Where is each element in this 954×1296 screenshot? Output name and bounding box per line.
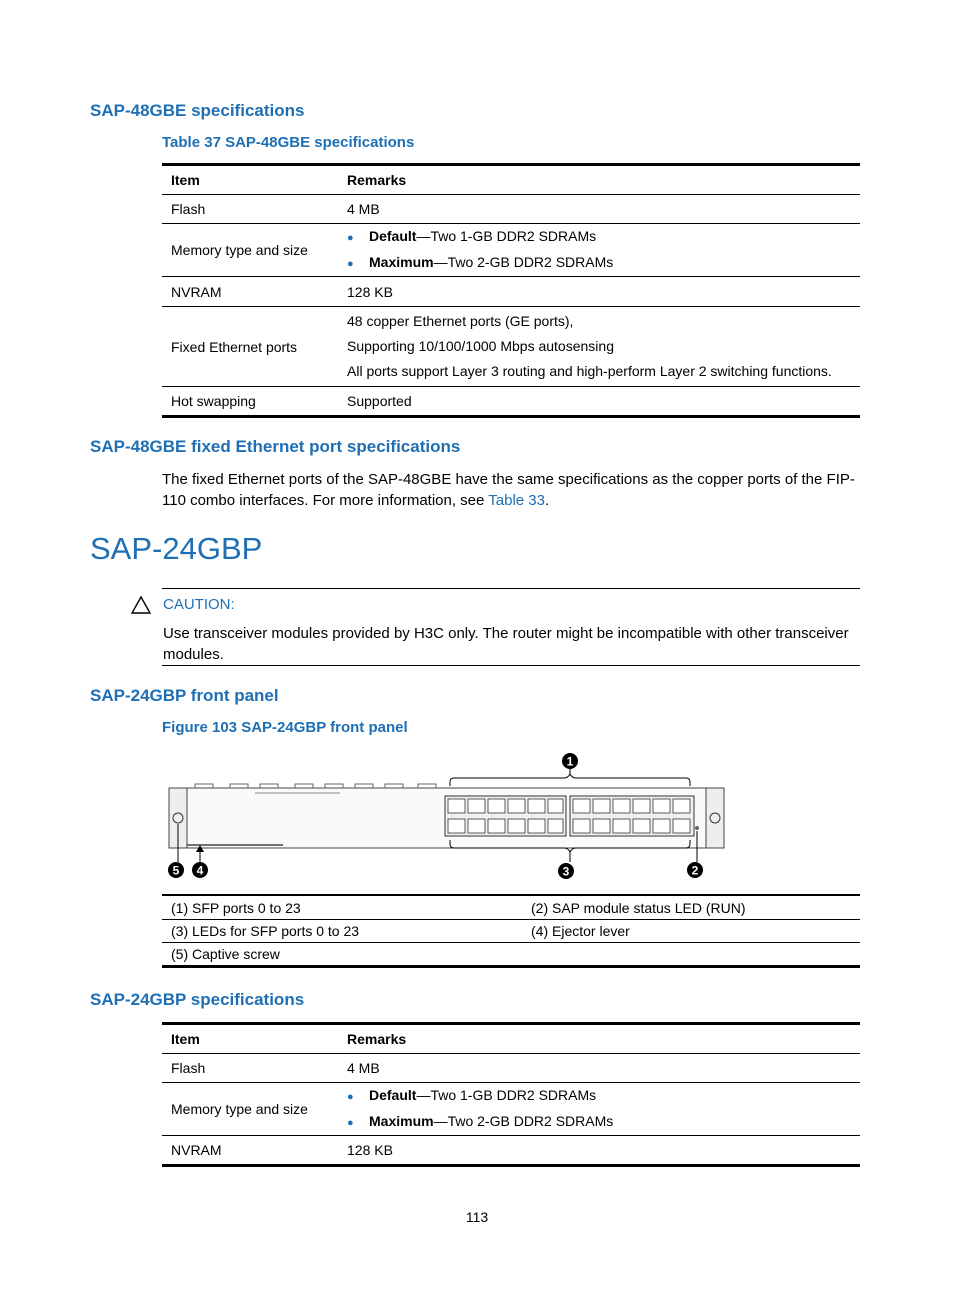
table-row	[162, 195, 860, 224]
table-header-row	[162, 1025, 860, 1054]
header-item: Item	[162, 1025, 338, 1054]
cell-value	[338, 1083, 860, 1136]
right-bracket	[706, 788, 724, 848]
section-title-fixed-ports: SAP-48GBE fixed Ethernet port specifications	[90, 437, 461, 456]
cell-line: 48 copper Ethernet ports (GE ports),	[347, 313, 574, 329]
legend-cell: (3) LEDs for SFP ports 0 to 23	[162, 920, 522, 943]
cell-item: Memory type and size	[162, 1083, 338, 1136]
bullet-bold: Default	[369, 1087, 417, 1103]
callout-3-number: 3	[562, 864, 570, 879]
bullet-item	[347, 1109, 851, 1135]
body-text: .	[544, 492, 550, 509]
bullet-item	[347, 250, 851, 276]
cell-value	[338, 307, 860, 387]
body-text: The fixed Ethernet ports of the SAP-48GBE have the same specifications as the copper ports of the FIP-110 combo interfaces. For more information, see	[162, 471, 855, 509]
table-row	[162, 1136, 860, 1166]
bullet-icon: ●	[347, 1091, 354, 1103]
legend-cell: (2) SAP module status LED (RUN)	[522, 897, 860, 920]
table-row	[162, 387, 860, 417]
figure-caption: Figure 103 SAP-24GBP front panel	[162, 719, 408, 736]
cell-value: 4 MB	[338, 195, 860, 224]
bullet-bold: Maximum	[369, 1113, 434, 1129]
chapter-title: SAP-24GBP	[90, 531, 263, 566]
legend-cell: (4) Ejector lever	[522, 920, 860, 943]
cell-item: NVRAM	[162, 277, 338, 307]
legend-row	[162, 920, 860, 943]
cell-line: Supporting 10/100/1000 Mbps autosensing	[347, 338, 614, 354]
spec-table-sap24gbp	[162, 1025, 860, 1167]
callout-4-number: 4	[196, 863, 204, 878]
section-title-sap24gbp-specs: SAP-24GBP specifications	[90, 990, 305, 1009]
table-row	[162, 224, 860, 277]
cell-item: Flash	[162, 1054, 338, 1083]
section-title-front-panel: SAP-24GBP front panel	[90, 686, 279, 705]
bullet-text: —Two 1-GB DDR2 SDRAMs	[416, 1087, 597, 1103]
table-row	[162, 1083, 860, 1136]
table-header-row	[162, 166, 860, 195]
caution-top-rule	[162, 588, 860, 589]
bullet-icon: ●	[347, 232, 354, 244]
header-remarks: Remarks	[338, 166, 860, 195]
cell-value: Supported	[338, 387, 860, 417]
legend-row	[162, 943, 860, 967]
header-remarks: Remarks	[338, 1025, 860, 1054]
body-paragraph	[162, 469, 867, 511]
legend-row	[162, 897, 860, 920]
callout-2-number: 2	[691, 863, 699, 878]
cell-item: Flash	[162, 195, 338, 224]
bullet-item	[347, 224, 851, 250]
bullet-text: —Two 2-GB DDR2 SDRAMs	[433, 254, 614, 270]
bullet-bold: Default	[369, 228, 417, 244]
bullet-icon: ●	[347, 1117, 354, 1129]
figure-legend	[162, 897, 860, 968]
section-title-sap48gbe-specs: SAP-48GBE specifications	[90, 101, 305, 120]
cell-value: 4 MB	[338, 1054, 860, 1083]
bullet-text: —Two 1-GB DDR2 SDRAMs	[416, 228, 597, 244]
caution-label: CAUTION:	[163, 596, 235, 613]
table-row	[162, 1054, 860, 1083]
run-led	[695, 826, 699, 830]
cell-value: 128 KB	[338, 1136, 860, 1166]
cell-value: 128 KB	[338, 277, 860, 307]
bullet-item	[347, 1083, 851, 1109]
page-number: 113	[465, 1209, 489, 1225]
top-notches	[195, 784, 436, 788]
table33-link[interactable]: Table 33	[488, 492, 545, 509]
legend-top-rule	[162, 894, 860, 896]
cell-item: Hot swapping	[162, 387, 338, 417]
callout-1-number: 1	[566, 754, 574, 769]
table-row	[162, 307, 860, 387]
cell-item: Fixed Ethernet ports	[162, 307, 338, 387]
legend-cell	[522, 943, 860, 967]
cell-line: All ports support Layer 3 routing and high-perform Layer 2 switching functions.	[347, 363, 832, 379]
warning-triangle-icon	[131, 596, 151, 614]
cell-value	[338, 224, 860, 277]
table-row	[162, 277, 860, 307]
front-panel-figure	[160, 748, 735, 883]
bullet-bold: Maximum	[369, 254, 434, 270]
cell-item: NVRAM	[162, 1136, 338, 1166]
callout-5-number: 5	[172, 863, 180, 878]
legend-cell: (5) Captive screw	[162, 943, 522, 967]
bullet-icon: ●	[347, 258, 354, 270]
legend-cell: (1) SFP ports 0 to 23	[162, 897, 522, 920]
caution-text: Use transceiver modules provided by H3C only. The router might be incompatible with other transceiver modules.	[163, 625, 849, 663]
bullet-text: —Two 2-GB DDR2 SDRAMs	[433, 1113, 614, 1129]
cell-item: Memory type and size	[162, 224, 338, 277]
caution-bottom-rule	[162, 665, 860, 666]
table-caption: Table 37 SAP-48GBE specifications	[162, 134, 415, 151]
spec-table-sap48gbe	[162, 166, 860, 418]
callout-1-bracket	[450, 774, 690, 786]
header-item: Item	[162, 166, 338, 195]
